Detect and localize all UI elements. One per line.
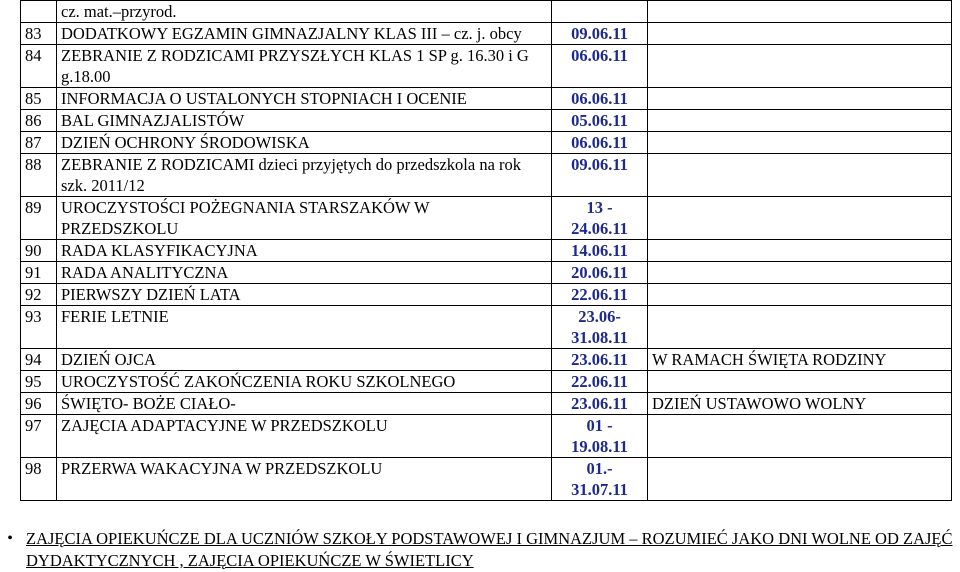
event-date: 01.- 31.07.11: [552, 458, 648, 501]
event-date: 06.06.11: [552, 132, 648, 154]
event-name: ZEBRANIE Z RODZICAMI dzieci przyjętych do przedszkola na rok szk. 2011/12: [57, 154, 552, 197]
row-number: 83: [21, 23, 57, 45]
event-name: UROCZYSTOŚĆ ZAKOŃCZENIA ROKU SZKOLNEGO: [57, 371, 552, 393]
row-number: 87: [21, 132, 57, 154]
event-name: ZAJĘCIA ADAPTACYJNE W PRZEDSZKOLU: [57, 415, 552, 458]
event-date: [552, 1, 648, 23]
table-row: [21, 45, 952, 88]
event-note: [648, 262, 952, 284]
row-number: 97: [21, 415, 57, 458]
event-note: [648, 458, 952, 501]
event-name: INFORMACJA O USTALONYCH STOPNIACH I OCENIE: [57, 88, 552, 110]
table-row: [21, 110, 952, 132]
event-note: [648, 371, 952, 393]
event-name: RADA ANALITYCZNA: [57, 262, 552, 284]
event-name: PIERWSZY DZIEŃ LATA: [57, 284, 552, 306]
event-note: [648, 284, 952, 306]
event-date: 23.06.11: [552, 393, 648, 415]
event-note: [648, 88, 952, 110]
event-name: PRZERWA WAKACYJNA W PRZEDSZKOLU: [57, 458, 552, 501]
footer-text: ZAJĘCIA OPIEKUŃCZE DLA UCZNIÓW SZKOŁY PODSTAWOWEJ I GIMNAZJUM – ROZUMIEĆ JAKO DNI WOLNE OD ZAJĘĆ DYDAKTYCZNYCH , ZAJĘCIA OPIEKUŃCZE W ŚWIETLICY: [26, 529, 953, 570]
table-row: [21, 393, 952, 415]
event-name: DZIEŃ OCHRONY ŚRODOWISKA: [57, 132, 552, 154]
row-number: 86: [21, 110, 57, 132]
row-number: 98: [21, 458, 57, 501]
row-number: 88: [21, 154, 57, 197]
event-name: UROCZYSTOŚCI POŻEGNANIA STARSZAKÓW W PRZEDSZKOLU: [57, 197, 552, 240]
event-date: 01 - 19.08.11: [552, 415, 648, 458]
table-row: [21, 23, 952, 45]
table-row: [21, 415, 952, 458]
event-note: DZIEŃ USTAWOWO WOLNY: [648, 393, 952, 415]
table-row: [21, 349, 952, 371]
event-name: cz. mat.–przyrod.: [57, 1, 552, 23]
event-date: 09.06.11: [552, 154, 648, 197]
table-row: [21, 88, 952, 110]
table-row: [21, 306, 952, 349]
row-number: [21, 1, 57, 23]
event-date: 13 - 24.06.11: [552, 197, 648, 240]
event-note: [648, 240, 952, 262]
event-note: [648, 306, 952, 349]
row-number: 94: [21, 349, 57, 371]
row-number: 85: [21, 88, 57, 110]
event-date: 06.06.11: [552, 45, 648, 88]
event-name: RADA KLASYFIKACYJNA: [57, 240, 552, 262]
event-note: [648, 45, 952, 88]
event-date: 14.06.11: [552, 240, 648, 262]
event-date: 22.06.11: [552, 284, 648, 306]
event-name: FERIE LETNIE: [57, 306, 552, 349]
event-name: DZIEŃ OJCA: [57, 349, 552, 371]
event-name: DODATKOWY EGZAMIN GIMNAZJALNY KLAS III – cz. j. obcy: [57, 23, 552, 45]
row-number: 91: [21, 262, 57, 284]
event-date: 06.06.11: [552, 88, 648, 110]
row-number: 92: [21, 284, 57, 306]
event-note: [648, 132, 952, 154]
table-row: [21, 197, 952, 240]
event-note: [648, 1, 952, 23]
event-note: [648, 415, 952, 458]
table-row: [21, 132, 952, 154]
row-number: 90: [21, 240, 57, 262]
event-note: [648, 154, 952, 197]
event-date: 22.06.11: [552, 371, 648, 393]
table-row: [21, 458, 952, 501]
table-row: [21, 1, 952, 23]
bullet-icon: •: [7, 530, 13, 547]
event-date: 20.06.11: [552, 262, 648, 284]
event-name: ZEBRANIE Z RODZICAMI PRZYSZŁYCH KLAS 1 SP g. 16.30 i G g.18.00: [57, 45, 552, 88]
table-row: [21, 240, 952, 262]
event-date: 09.06.11: [552, 23, 648, 45]
event-date: 23.06.11: [552, 349, 648, 371]
row-number: 95: [21, 371, 57, 393]
schedule-table: [20, 0, 952, 501]
event-note: W RAMACH ŚWIĘTA RODZINY: [648, 349, 952, 371]
table-row: [21, 284, 952, 306]
event-date: 05.06.11: [552, 110, 648, 132]
event-name: BAL GIMNAZJALISTÓW: [57, 110, 552, 132]
row-number: 96: [21, 393, 57, 415]
table-row: [21, 371, 952, 393]
row-number: 93: [21, 306, 57, 349]
schedule-body: [21, 1, 952, 501]
event-date: 23.06-31.08.11: [552, 306, 648, 349]
event-note: [648, 197, 952, 240]
row-number: 84: [21, 45, 57, 88]
event-name: ŚWIĘTO- BOŻE CIAŁO-: [57, 393, 552, 415]
row-number: 89: [21, 197, 57, 240]
table-row: [21, 154, 952, 197]
event-note: [648, 110, 952, 132]
table-row: [21, 262, 952, 284]
event-note: [648, 23, 952, 45]
